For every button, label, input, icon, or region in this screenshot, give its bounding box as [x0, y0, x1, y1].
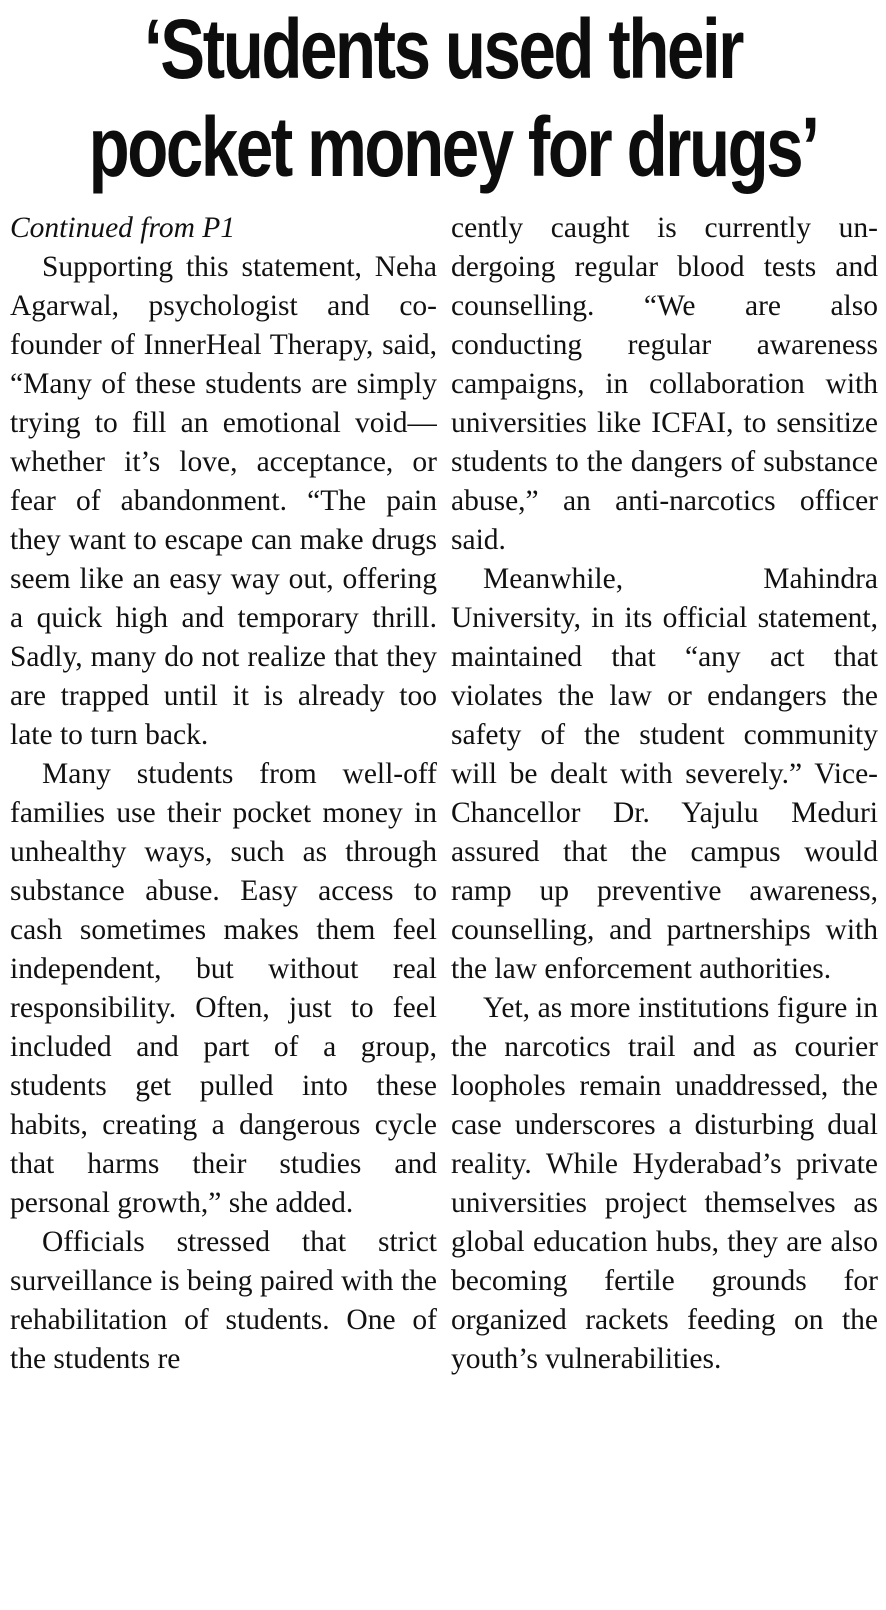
continued-from: Continued from P1 — [10, 212, 236, 244]
paragraph: Officials stressed that strict surveillance is being paired with the rehabilitation of students. One of the students re — [10, 1226, 437, 1375]
article-body — [10, 209, 882, 1610]
paragraph: Supporting this statement, Neha Agarwal, psychologist and co-founder of InnerHeal Therapy, said, “Many of these students are simply trying to fill an emotional void—whether it’s love, acceptance, or fear of abandonment. “The pain they want to escape can make drugs seem like an easy way out, offering a quick high and temporary thrill. Sadly, many do not realize that they are trapped until it is already too late to turn back. — [10, 251, 437, 751]
left-column — [10, 209, 437, 1610]
paragraph: Meanwhile, Mahindra University, in its official statement, maintained that “any act that violates the law or endangers the safety of the student community will be dealt with severely.” Vice-Chancellor Dr. Yajulu Meduri assured that the campus would ramp up preventive awareness, counselling, and partnerships with the law enforcement authorities. — [451, 563, 878, 985]
paragraph: Yet, as more institutions figure in the narcotics trail and as courier loopholes remain unaddressed, the case underscores a disturbing dual reality. While Hyderabad’s private universities project themselves as global education hubs, they are also becoming fertile grounds for organized rackets feeding on the youth’s vulnerabilities. — [451, 992, 878, 1375]
headline — [88, 0, 818, 196]
headline-line-2: pocket money for drugs’ — [88, 100, 818, 194]
headline-line-1: ‘Students used their — [144, 2, 742, 96]
right-column — [451, 209, 878, 1610]
paragraph-continued: cently caught is currently undergoing regular blood tests and counselling. “We are also conducting regular awareness campaigns, in collaboration with universities like ICFAI, to sensitize students to the dangers of substance abuse,” an anti-narcotics officer said. — [451, 212, 878, 556]
paragraph: Many students from well-off families use their pocket money in unhealthy ways, such as through substance abuse. Easy access to cash sometimes makes them feel independent, but without real responsibility. Often, just to feel included and part of a group, students get pulled into these habits, creating a dangerous cycle that harms their studies and personal growth,” she added. — [10, 758, 437, 1219]
